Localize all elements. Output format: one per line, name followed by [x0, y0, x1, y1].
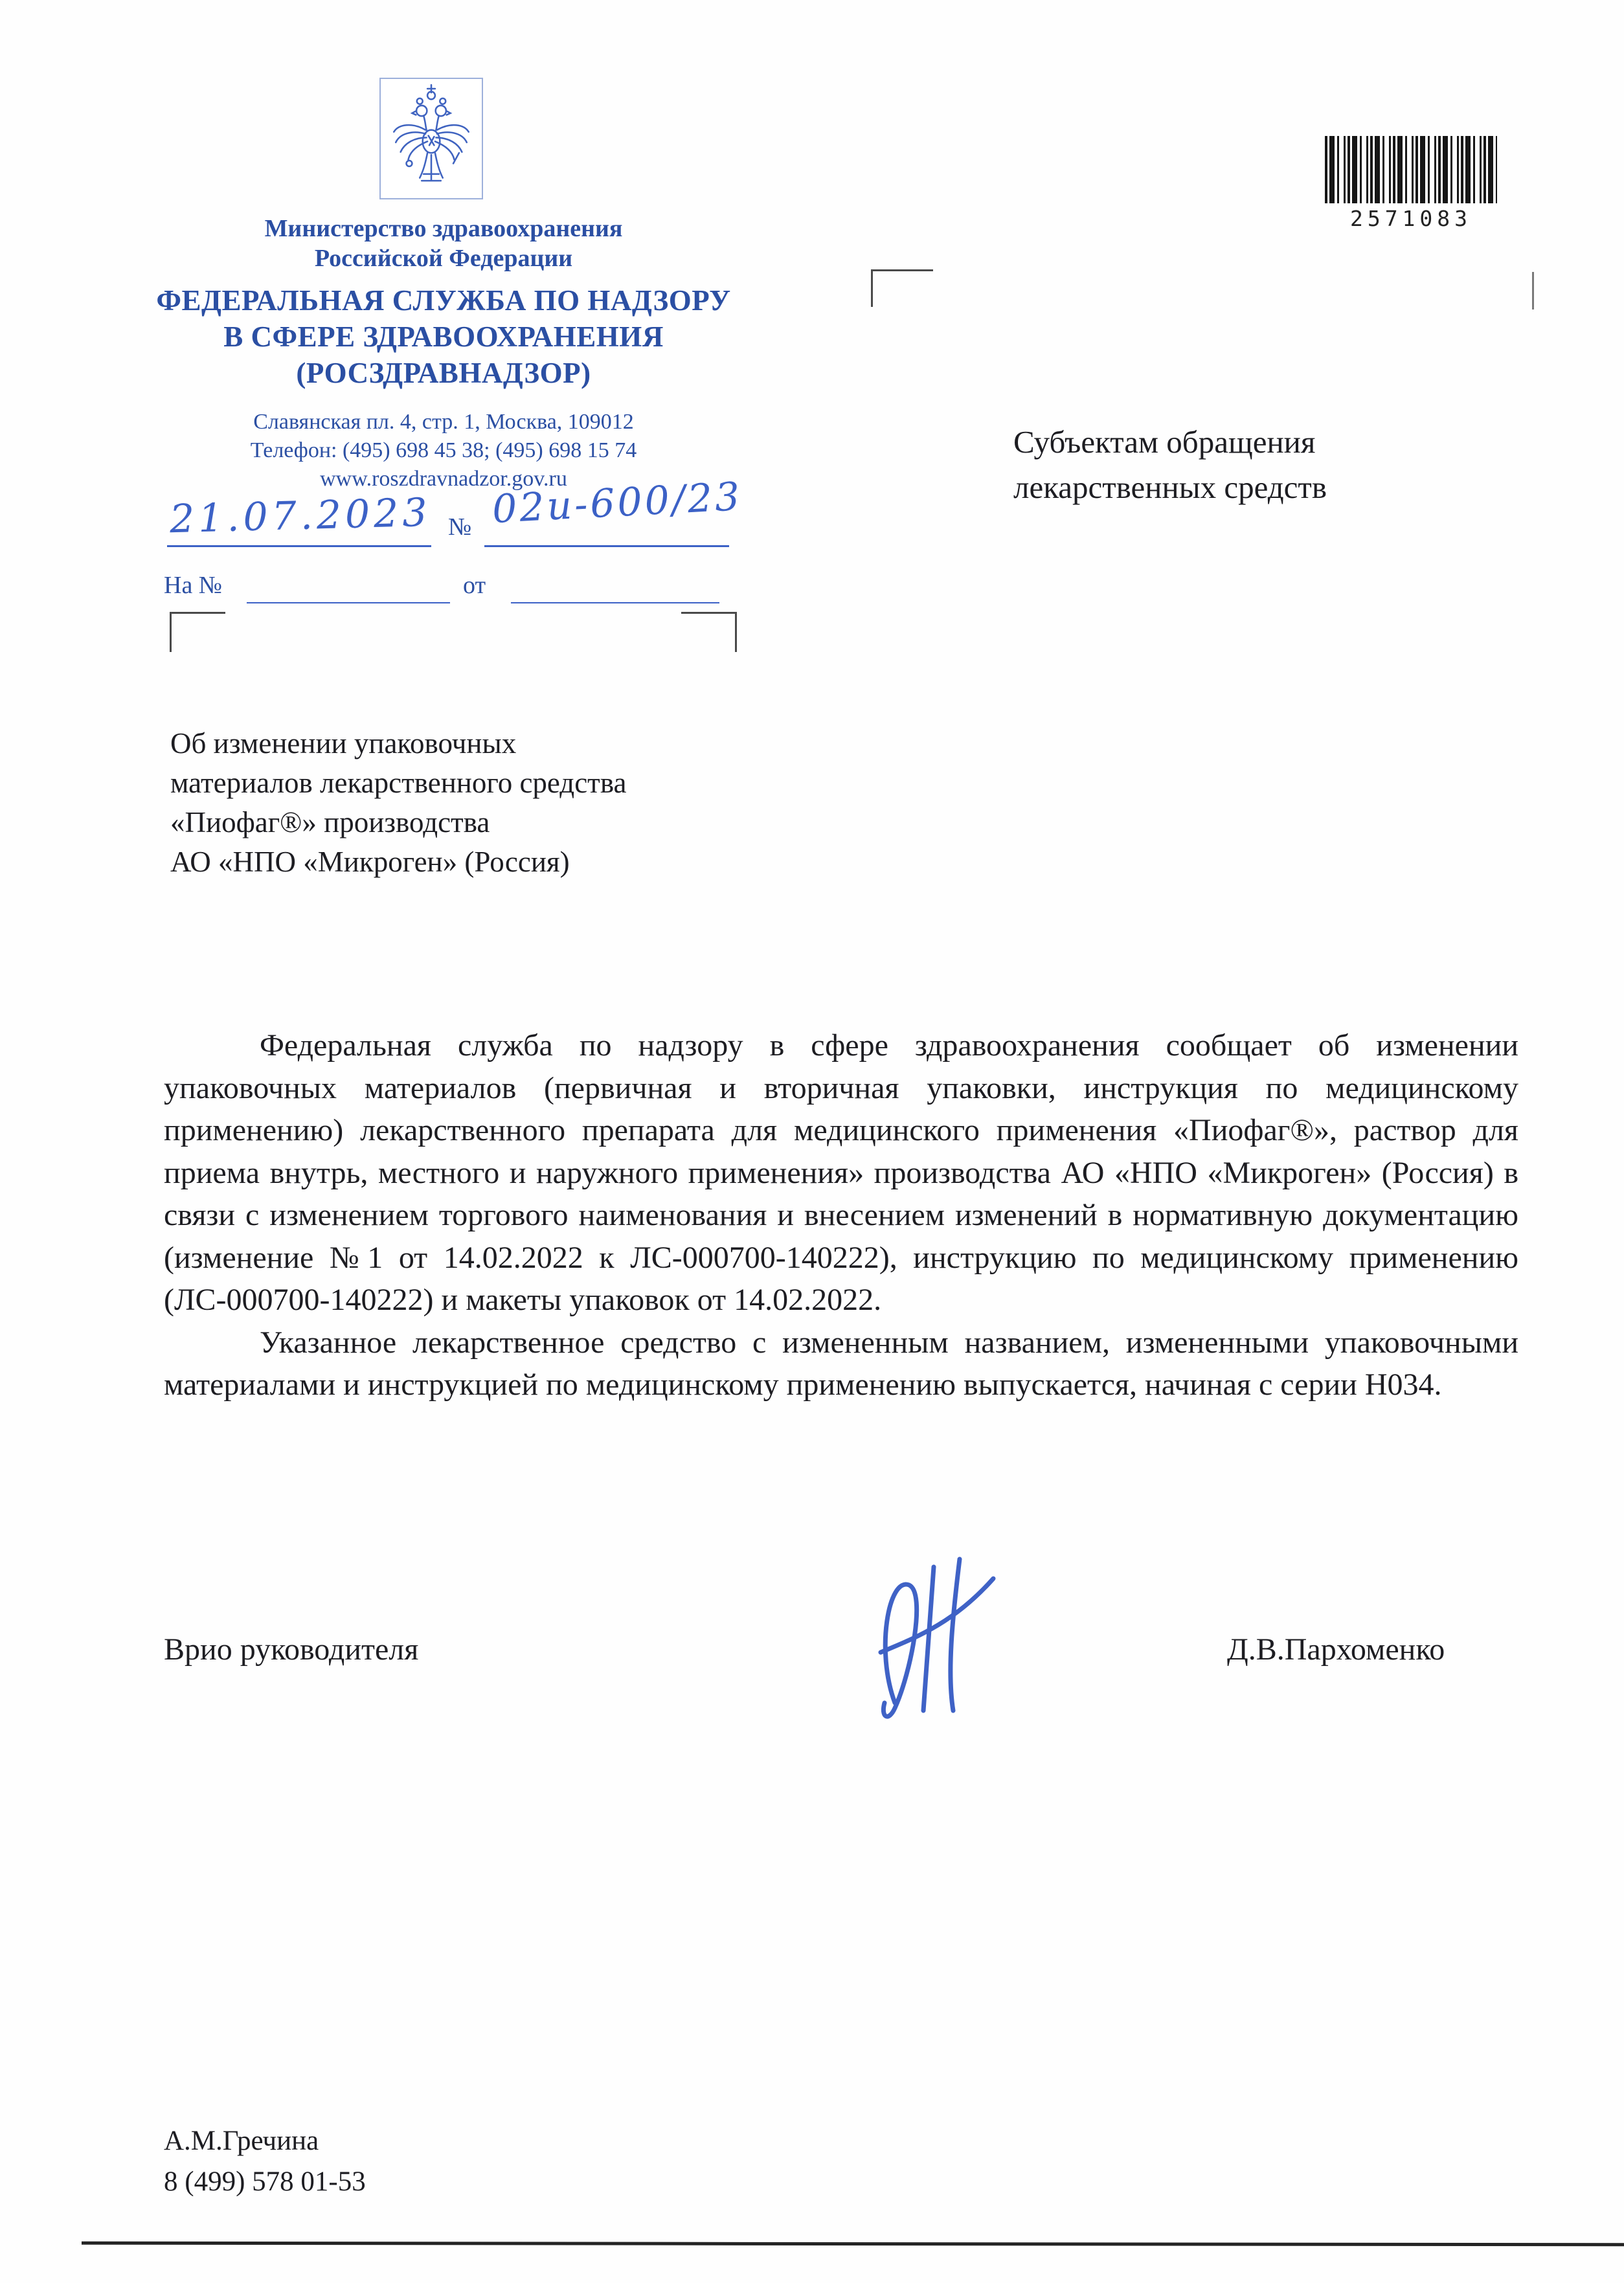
letter-body — [164, 1024, 1518, 1406]
ref-date-handwritten: 21.07.2023 — [169, 489, 432, 543]
service-name-line2: В СФЕРЕ ЗДРАВООХРАНЕНИЯ — [223, 321, 664, 353]
reply-ot-label: от — [463, 572, 486, 599]
signature-ink — [839, 1541, 1026, 1738]
subject-block — [170, 724, 721, 882]
subject-line1: Об изменении упаковочных — [170, 727, 517, 759]
number-underline — [484, 545, 729, 547]
date-underline — [167, 545, 431, 547]
signatory-title: Врио руководителя — [164, 1632, 419, 1667]
ref-number-handwritten: 02и-600/23 — [491, 473, 743, 533]
org-address: Славянская пл. 4, стр. 1, Москва, 109012 — [253, 410, 634, 434]
barcode-block — [1325, 136, 1497, 231]
number-sign: № — [448, 513, 472, 541]
org-phone: Телефон: (495) 698 45 38; (495) 698 15 74 — [250, 438, 637, 462]
barcode — [1325, 136, 1497, 203]
addressee-line2: лекарственных средств — [1013, 469, 1327, 505]
barcode-number: 2571083 — [1349, 206, 1472, 231]
signatory-name: Д.В.Пархоменко — [1227, 1632, 1445, 1667]
subject-line3: «Пиофаг®» производства — [170, 806, 490, 838]
corner-mark — [170, 612, 225, 652]
executor-phone: 8 (499) 578 01-53 — [164, 2166, 366, 2197]
executor-name: А.М.Гречина — [164, 2126, 319, 2156]
reply-number-underline — [247, 602, 450, 603]
ministry-name-line1: Министерство здравоохранения — [264, 215, 623, 242]
corner-mark — [681, 612, 737, 652]
org-website: www.roszdravnadzor.gov.ru — [320, 467, 567, 491]
handwritten-signature-icon — [839, 1541, 1026, 1735]
ministry-name-line2: Российской Федерации — [314, 245, 573, 272]
service-name-line1: ФЕДЕРАЛЬНАЯ СЛУЖБА ПО НАДЗОРУ — [156, 284, 731, 317]
scan-edge-line — [82, 2242, 1624, 2246]
service-name-line3: (РОСЗДРАВНАДЗОР) — [296, 357, 591, 389]
subject-line2: материалов лекарственного средства — [170, 767, 627, 799]
reply-date-underline — [511, 602, 719, 603]
body-paragraph-1: Федеральная служба по надзору в сфере здравоохранения сообщает об изменении упаковочных материалов (первичная и вторичная упаковки, инструкция по медицинскому применению) лекарственного препарата для медицинского применения «Пиофаг®», раствор для приема внутрь, местного и наружного применения» производства АО «НПО «Микроген» (Россия) в связи с изменением торгового наименования и внесением изменений в нормативную документацию (изменение №1 от 14.02.2022 к ЛС-000700-140222), инструкцию по медицинскому применению (ЛС-000700-140222) и макеты упаковок от 14.02.2022. — [164, 1028, 1518, 1317]
reply-na-label: На № — [164, 572, 223, 599]
double-headed-eagle-icon — [383, 82, 479, 196]
addressee-line1: Субъектам обращения — [1013, 424, 1316, 460]
coat-of-arms-emblem — [379, 78, 483, 199]
letterhead — [130, 214, 758, 493]
corner-mark — [1532, 272, 1534, 309]
subject-line4: АО «НПО «Микроген» (Россия) — [170, 846, 570, 878]
addressee-block — [1013, 420, 1327, 510]
corner-mark — [871, 269, 933, 307]
body-paragraph-2: Указанное лекарственное средство с измененным названием, измененными упаковочными материалами и инструкцией по медицинскому применению выпускается, начиная с серии Н034. — [164, 1325, 1518, 1402]
